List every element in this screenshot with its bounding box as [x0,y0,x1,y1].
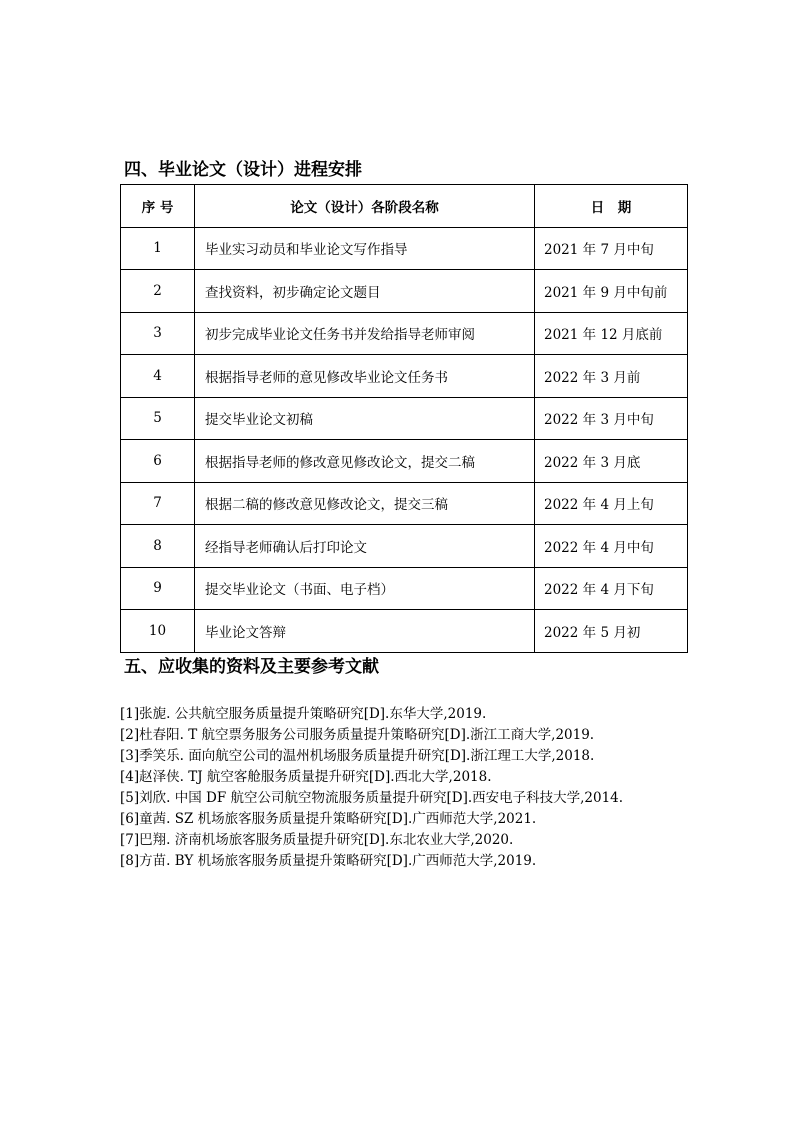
row-date: 2022 年 3 月底 [535,440,688,483]
row-stage: 毕业论文答辩 [195,610,535,653]
row-date: 2022 年 3 月前 [535,355,688,398]
schedule-table [120,184,688,653]
table-row [121,525,688,568]
row-seq: 9 [121,567,195,610]
row-date: 2021 年 9 月中旬前 [535,270,688,313]
table-row [121,440,688,483]
reference-item: [5]刘欣. 中国 DF 航空公司航空物流服务质量提升研究[D].西安电子科技大学,2014. [120,790,624,806]
row-date: 2022 年 4 月上旬 [535,482,688,525]
table-row [121,482,688,525]
reference-list [120,704,690,872]
row-stage: 查找资料，初步确定论文题目 [195,270,535,313]
reference-item: [7]巴翔. 济南机场旅客服务质量提升研究[D].东北农业大学,2020. [120,832,514,848]
table-row [121,227,688,270]
section-5-title: 五、应收集的资料及主要参考文献 [124,657,379,677]
row-stage: 经指导老师确认后打印论文 [195,525,535,568]
row-date: 2022 年 4 月中旬 [535,525,688,568]
table-row [121,567,688,610]
table-row [121,397,688,440]
reference-item: [2]杜春阳. T 航空票务服务公司服务质量提升策略研究[D].浙江工商大学,2019. [120,727,595,743]
reference-item: [4]赵泽侠. TJ 航空客舱服务质量提升研究[D].西北大学,2018. [120,769,492,785]
row-stage: 初步完成毕业论文任务书并发给指导老师审阅 [195,312,535,355]
row-seq: 7 [121,482,195,525]
reference-item: [1]张旎. 公共航空服务质量提升策略研究[D].东华大学,2019. [120,706,487,722]
header-date: 日 期 [535,185,688,228]
row-stage: 毕业实习动员和毕业论文写作指导 [195,227,535,270]
table-row [121,312,688,355]
table-header-row [121,185,688,228]
row-seq: 4 [121,355,195,398]
section-4-title: 四、毕业论文（设计）进程安排 [124,160,362,180]
table-row [121,270,688,313]
row-stage: 根据指导老师的修改意见修改论文，提交二稿 [195,440,535,483]
row-stage: 提交毕业论文（书面、电子档） [195,567,535,610]
row-date: 2022 年 3 月中旬 [535,397,688,440]
reference-item: [6]童茜. SZ 机场旅客服务质量提升策略研究[D].广西师范大学,2021. [120,811,537,827]
row-seq: 2 [121,270,195,313]
header-stage: 论文（设计）各阶段名称 [195,185,535,228]
row-date: 2021 年 7 月中旬 [535,227,688,270]
row-stage: 提交毕业论文初稿 [195,397,535,440]
row-seq: 3 [121,312,195,355]
header-seq: 序 号 [121,185,195,228]
row-seq: 8 [121,525,195,568]
row-seq: 5 [121,397,195,440]
row-seq: 6 [121,440,195,483]
row-stage: 根据指导老师的意见修改毕业论文任务书 [195,355,535,398]
reference-item: [3]季笑乐. 面向航空公司的温州机场服务质量提升研究[D].浙江理工大学,2018. [120,748,595,764]
row-date: 2022 年 4 月下旬 [535,567,688,610]
row-date: 2022 年 5 月初 [535,610,688,653]
reference-item: [8]方苗. BY 机场旅客服务质量提升策略研究[D].广西师范大学,2019. [120,853,537,869]
table-row [121,610,688,653]
row-seq: 10 [121,610,195,653]
row-stage: 根据二稿的修改意见修改论文，提交三稿 [195,482,535,525]
row-date: 2021 年 12 月底前 [535,312,688,355]
row-seq: 1 [121,227,195,270]
table-row [121,355,688,398]
